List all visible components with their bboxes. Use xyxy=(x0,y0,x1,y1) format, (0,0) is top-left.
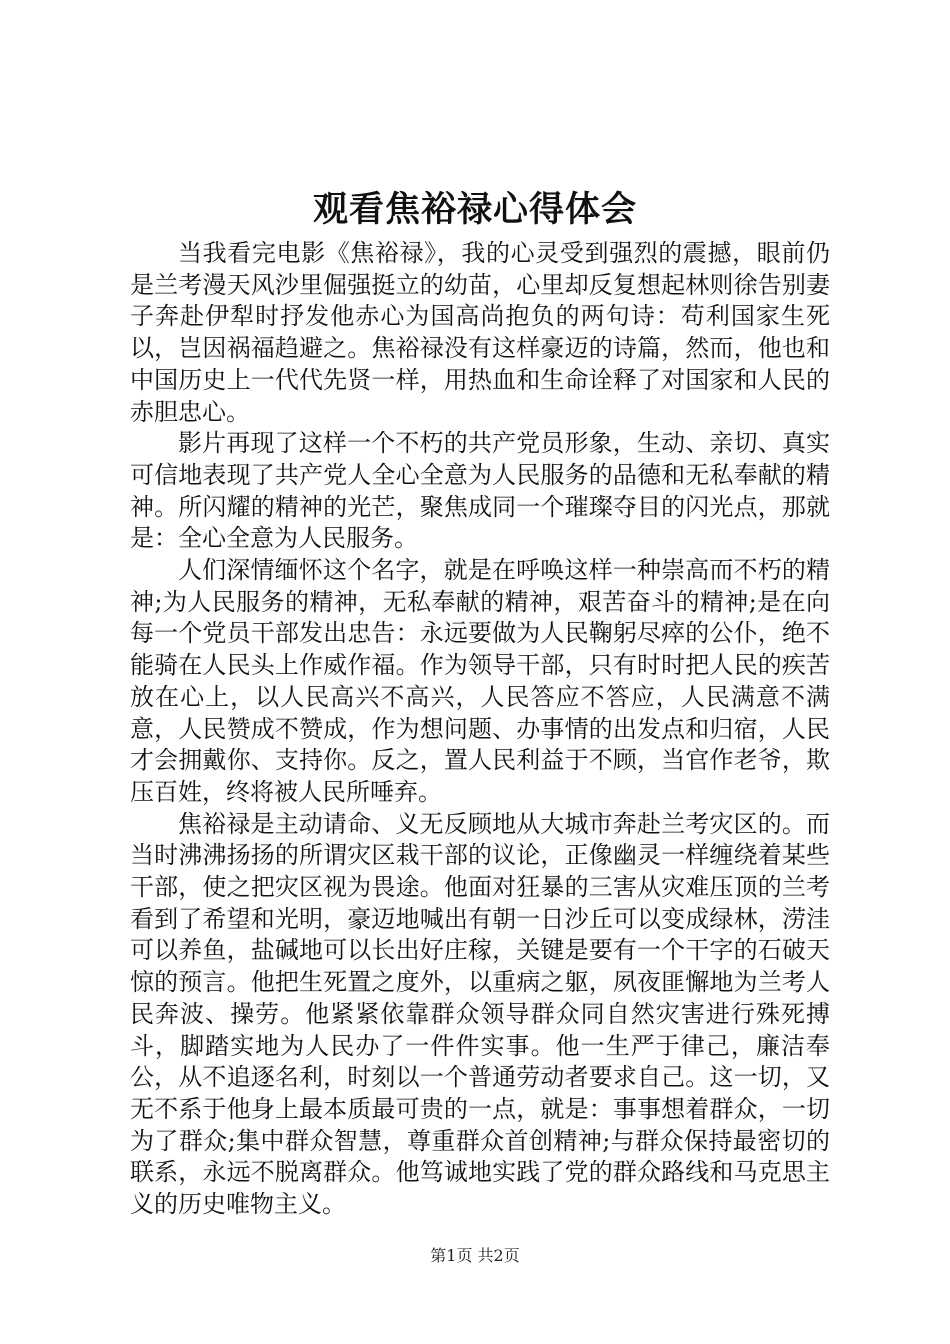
paragraph-1: 当我看完电影《焦裕禄》，我的心灵受到强烈的震撼，眼前仍是兰考漫天风沙里倔强挺立的幼苗，心里却反复想起林则徐告别妻子奔赴伊犁时抒发他赤心为国高尚抱负的两句诗：苟利国家生死以，岂因祸福趋避之。焦裕禄没有这样豪迈的诗篇，然而，他也和中国历史上一代代先贤一样，用热血和生命诠释了对国家和人民的赤胆忠心。 xyxy=(130,239,830,426)
paragraph-2: 影片再现了这样一个不朽的共产党员形象，生动、亲切、真实可信地表现了共产党人全心全意为人民服务的品德和无私奉献的精神。所闪耀的精神的光芒，聚焦成同一个璀璨夺目的闪光点，那就是：全心全意为人民服务。 xyxy=(130,429,830,553)
paragraph-4: 焦裕禄是主动请命、义无反顾地从大城市奔赴兰考灾区的。而当时沸沸扬扬的所谓灾区栽干部的议论，正像幽灵一样缠绕着某些干部，使之把灾区视为畏途。他面对狂暴的三害从灾难压顶的兰考看到了希望和光明，豪迈地喊出有朝一日沙丘可以变成绿林，涝洼可以养鱼，盐碱地可以长出好庄稼，关键是要有一个干字的石破天惊的预言。他把生死置之度外，以重病之躯，夙夜匪懈地为兰考人民奔波、操劳。他紧紧依靠群众领导群众同自然灾害进行殊死搏斗，脚踏实地为人民办了一件件实事。他一生严于律己，廉洁奉公，从不追逐名利，时刻以一个普通劳动者要求自己。这一切，又无不系于他身上最本质最可贵的一点，就是：事事想着群众，一切为了群众;集中群众智慧，尊重群众首创精神;与群众保持最密切的联系，永远不脱离群众。他笃诚地实践了党的群众路线和马克思主义的历史唯物主义。 xyxy=(130,809,830,1219)
paragraph-3: 人们深情缅怀这个名字，就是在呼唤这样一种崇高而不朽的精神;为人民服务的精神，无私奉献的精神，艰苦奋斗的精神;是在向每一个党员干部发出忠告：永远要做为人民鞠躬尽瘁的公仆，绝不能骑在人民头上作威作福。作为领导干部，只有时时把人民的疾苦放在心上，以人民高兴不高兴，人民答应不答应，人民满意不满意，人民赞成不赞成，作为想问题、办事情的出发点和归宿，人民才会拥戴你、支持你。反之，置人民利益于不顾，当官作老爷，欺压百姓，终将被人民所唾弃。 xyxy=(130,556,830,806)
document-body xyxy=(130,238,830,1221)
document-title: 观看焦裕禄心得体会 xyxy=(312,189,637,230)
page-number-footer: 第1页 共2页 xyxy=(430,1246,520,1265)
